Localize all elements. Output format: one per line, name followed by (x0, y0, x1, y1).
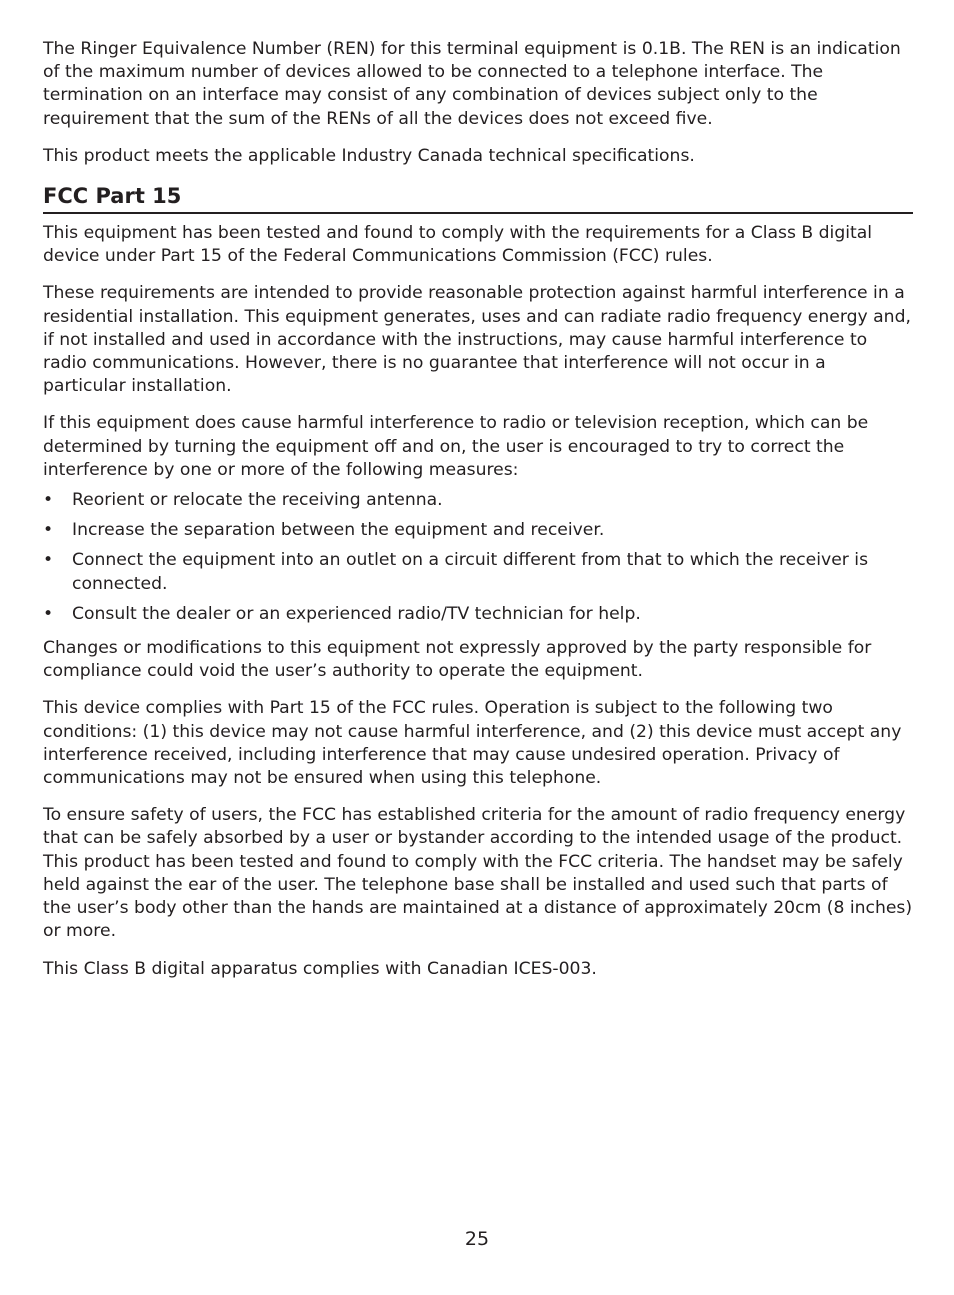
list-item (43, 489, 894, 512)
modifications-paragraph: Changes or modifications to this equipment not expressly approved by the party responsible for compliance could void the user’s authority to operate the equipment. (43, 638, 872, 682)
part-15-conditions-paragraph: This device complies with Part 15 of the FCC rules. Operation is subject to the following two conditions: (1) this device may not cause harmful interference, and (2) this device must accept any interference received, including interference that may cause undesired operation. Privacy of communications may not be ensured when using this telephone. (43, 698, 902, 789)
page-number: 25 (464, 1228, 490, 1250)
fcc-compliance-paragraph: This equipment has been tested and found to comply with the requirements for a Class B digital device under Part 15 of the Federal Communications Commission (FCC) rules. (43, 223, 873, 267)
ices-003-paragraph: This Class B digital apparatus complies with Canadian ICES-003. (43, 958, 597, 979)
section-heading-fcc-part-15: FCC Part 15 (43, 182, 913, 214)
bullet-icon: • (43, 520, 54, 541)
bullet-icon: • (43, 603, 54, 624)
list-item (43, 549, 894, 595)
ren-paragraph: The Ringer Equivalence Number (REN) for this terminal equipment is 0.1B. The REN is an indication of the maximum number of devices allowed to be connected to a telephone interface. The termination on an interface may consist of any combination of devices subject only to the requirement that the sum of the RENs of all the devices does not exceed five. (43, 39, 901, 129)
list-item-text: Reorient or relocate the receiving antenna. (72, 490, 443, 511)
fcc-interference-paragraph: If this equipment does cause harmful interference to radio or television reception, which can be determined by turning the equipment off and on, the user is encouraged to try to correct the interference by one or more of the following measures: (43, 413, 869, 480)
list-item-text: Consult the dealer or an experienced radio/TV technician for help. (72, 603, 641, 624)
bullet-icon: • (43, 550, 54, 571)
fcc-requirements-paragraph: These requirements are intended to provide reasonable protection against harmful interference in a residential installation. This equipment generates, uses and can radiate radio frequency energy and, if not installed and used in accordance with the instructions, may cause harmful interference to radio communications. However, there is no guarantee that interference will not occur in a particular installation. (43, 283, 911, 397)
rf-safety-paragraph: To ensure safety of users, the FCC has established criteria for the amount of radio frequency energy that can be safely absorbed by a user or bystander according to the intended usage of the product. This product has been tested and found to comply with the FCC criteria. The handset may be safely held against the ear of the user. The telephone base shall be installed and used such that parts of the user’s body other than the hands are maintained at a distance of approximately 20cm (8 inches) or more. (43, 805, 913, 942)
list-item-text: Increase the separation between the equipment and receiver. (72, 520, 605, 541)
list-item (43, 603, 894, 626)
list-item-text: Connect the equipment into an outlet on a circuit different from that to which the receiver is connected. (72, 550, 869, 594)
list-item (43, 519, 894, 542)
industry-canada-paragraph: This product meets the applicable Industry Canada technical specifications. (43, 145, 695, 166)
bullet-icon: • (43, 490, 54, 511)
document-page (43, 38, 913, 995)
measures-list (43, 489, 913, 626)
